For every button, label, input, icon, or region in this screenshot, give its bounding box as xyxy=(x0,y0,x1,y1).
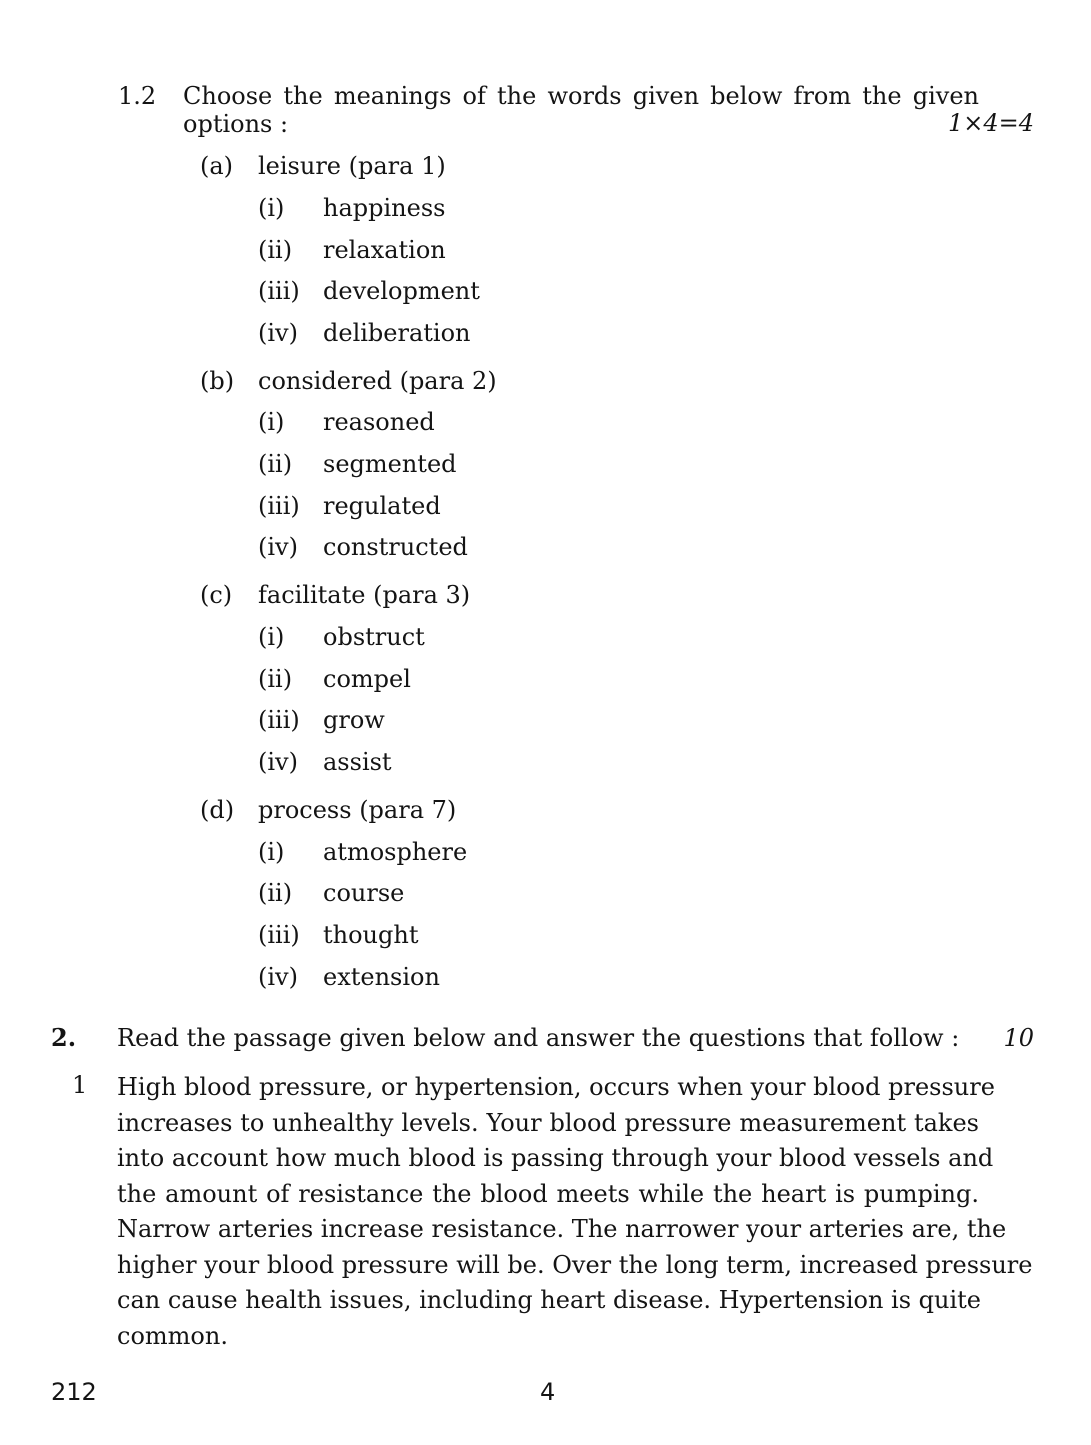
option-text: constructed xyxy=(323,533,468,561)
option-text: compel xyxy=(323,665,411,693)
passage-line: common. xyxy=(117,1321,228,1350)
passage-line: increases to unhealthy levels. Your blood pressure measurement takes xyxy=(117,1108,979,1137)
option-label: (ii) xyxy=(258,236,293,264)
item-word: facilitate (para 3) xyxy=(258,581,471,609)
option-text: assist xyxy=(323,748,392,776)
option-text: segmented xyxy=(323,450,457,478)
passage-line: the amount of resistance the blood meets while the heart is pumping. xyxy=(117,1179,979,1208)
option-label: (i) xyxy=(258,194,285,222)
option-label: (iv) xyxy=(258,319,298,347)
question-line-2: options : xyxy=(183,110,289,138)
option-label: (i) xyxy=(258,408,285,436)
option-label: (i) xyxy=(258,623,285,651)
option-label: (iii) xyxy=(258,492,300,520)
question-text xyxy=(183,82,979,138)
passage-line: Narrow arteries increase resistance. The narrower your arteries are, the xyxy=(117,1215,1007,1243)
item-word: process (para 7) xyxy=(258,796,457,824)
page-number: 4 xyxy=(540,1378,556,1406)
passage-line: higher your blood pressure will be. Over the long term, increased pressure xyxy=(117,1250,1033,1279)
item-label: (b) xyxy=(200,367,235,395)
option-text: regulated xyxy=(323,492,441,520)
question-2-number: 2. xyxy=(51,1023,77,1052)
item-word: considered (para 2) xyxy=(258,367,497,395)
question-number: 1.2 xyxy=(118,82,157,110)
paragraph-number: 1 xyxy=(72,1071,88,1099)
option-text: reasoned xyxy=(323,408,435,436)
item-label: (a) xyxy=(200,152,234,180)
option-text: thought xyxy=(323,921,419,949)
question-marks: 1×4=4 xyxy=(947,109,1034,137)
option-text: extension xyxy=(323,963,440,991)
passage-line: High blood pressure, or hypertension, occurs when your blood pressure xyxy=(117,1073,995,1101)
option-label: (iv) xyxy=(258,533,298,561)
option-label: (i) xyxy=(258,838,285,866)
passage-line: into account how much blood is passing through your blood vessels and xyxy=(117,1144,994,1172)
option-label: (iii) xyxy=(258,706,300,734)
passage-paragraph xyxy=(117,1070,1033,1354)
option-text: obstruct xyxy=(323,623,425,651)
question-2-marks: 10 xyxy=(1003,1024,1034,1052)
option-label: (iii) xyxy=(258,921,300,949)
option-label: (ii) xyxy=(258,450,293,478)
option-label: (ii) xyxy=(258,879,293,907)
question-2-instruction: Read the passage given below and answer the questions that follow : xyxy=(117,1024,960,1052)
option-label: (iv) xyxy=(258,748,298,776)
option-text: happiness xyxy=(323,194,446,222)
passage-line: can cause health issues, including heart disease. Hypertension is quite xyxy=(117,1286,981,1314)
option-label: (iv) xyxy=(258,963,298,991)
item-word: leisure (para 1) xyxy=(258,152,446,180)
question-line-1: Choose the meanings of the words given below from the given xyxy=(183,82,979,110)
option-text: grow xyxy=(323,706,385,734)
option-text: development xyxy=(323,277,480,305)
option-label: (ii) xyxy=(258,665,293,693)
item-label: (c) xyxy=(200,581,233,609)
option-text: relaxation xyxy=(323,236,446,264)
option-text: atmosphere xyxy=(323,838,468,866)
option-label: (iii) xyxy=(258,277,300,305)
option-text: deliberation xyxy=(323,319,471,347)
paper-code: 212 xyxy=(51,1378,97,1406)
item-label: (d) xyxy=(200,796,235,824)
option-text: course xyxy=(323,879,405,907)
